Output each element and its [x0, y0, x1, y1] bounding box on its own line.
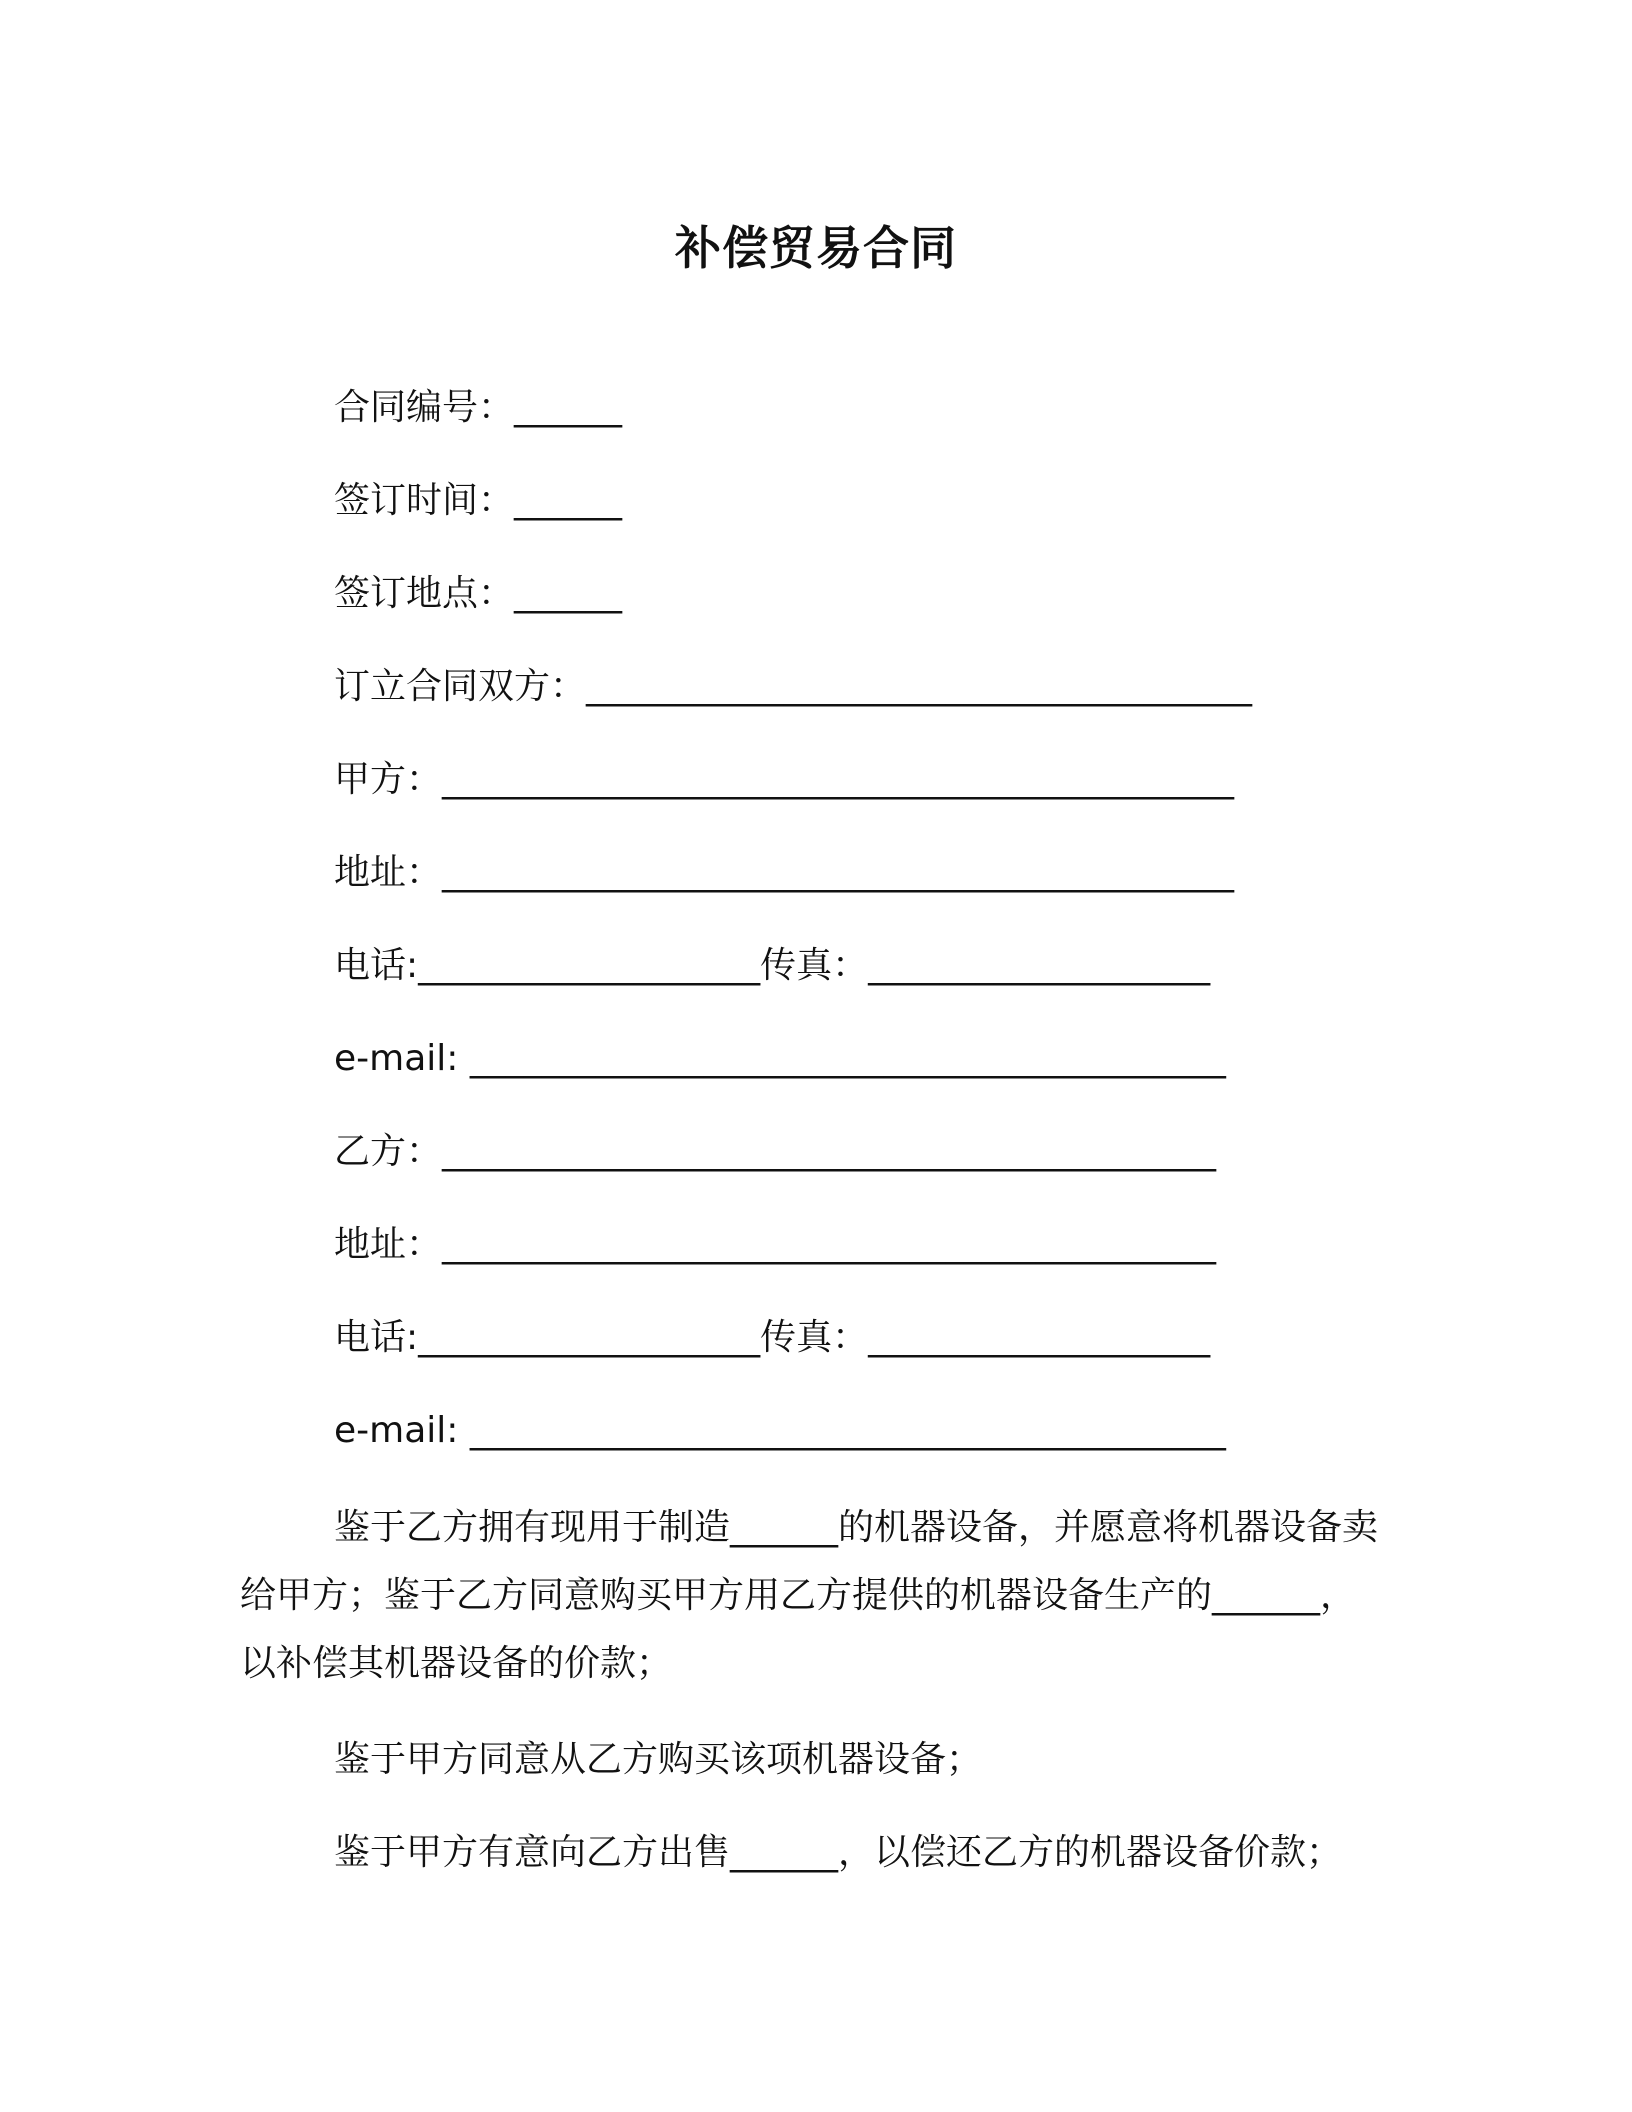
party-b-address-field: 地址：___________________________________________ [334, 1224, 1217, 1265]
signing-time-field: 签订时间：______ [334, 480, 623, 521]
party-b-email-field: e-mail: __________________________________________ [334, 1410, 1226, 1451]
party-b-field: 乙方：___________________________________________ [334, 1131, 1217, 1172]
recital-paragraph-1-text: 鉴于乙方拥有现用于制造______的机器设备，并愿意将机器设备卖给甲方；鉴于乙方同意购买甲方用乙方提供的机器设备生产的______，以补偿其机器设备的价款； [240, 1507, 1379, 1684]
party-a-email-field: e-mail: __________________________________________ [334, 1038, 1226, 1079]
recital-paragraph-3-text: 鉴于甲方有意向乙方出售______，以偿还乙方的机器设备价款； [334, 1832, 1343, 1873]
recital-paragraph-2 [240, 1726, 1380, 1794]
recital-paragraph-1 [240, 1494, 1380, 1698]
party-b-phone-fax-field: 电话:___________________传真：___________________ [334, 1317, 1211, 1358]
contract-number-field: 合同编号：______ [334, 387, 623, 428]
recital-paragraph-3 [240, 1819, 1380, 1887]
recital-paragraph-2-text: 鉴于甲方同意从乙方购买该项机器设备； [334, 1739, 983, 1780]
party-a-phone-fax-field: 电话:___________________传真：___________________ [334, 945, 1211, 986]
document-title: 补偿贸易合同 [675, 221, 957, 275]
contract-parties-field: 订立合同双方：_____________________________________ [334, 666, 1253, 707]
party-a-address-field: 地址：____________________________________________ [334, 852, 1235, 893]
party-a-field: 甲方：____________________________________________ [334, 759, 1235, 800]
signing-place-field: 签订地点：______ [334, 573, 623, 614]
